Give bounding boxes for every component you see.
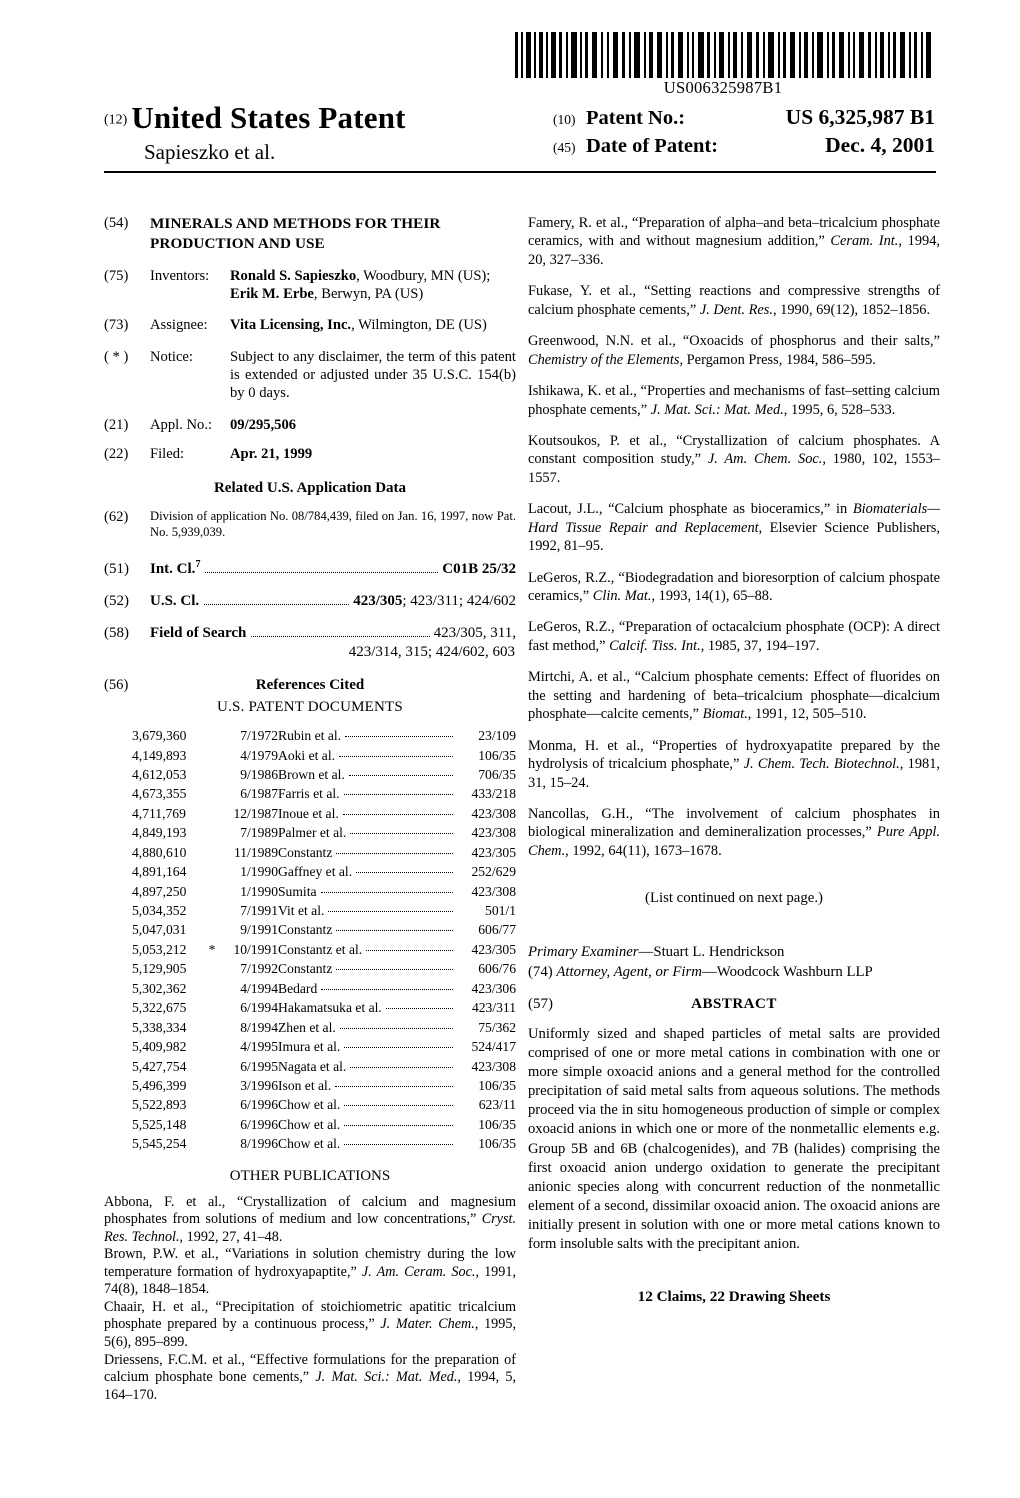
- citation-asterisk: [206, 726, 218, 745]
- notice-label: Notice:: [150, 348, 193, 365]
- citation-date: 8/1996: [240, 1136, 278, 1152]
- publication-reference: Ishikawa, K. et al., “Properties and mechanisms of fast–setting calcium phosphate cements,” J. Mat. Sci.: Mat. Med., 1995, 6, 528–533.: [528, 383, 940, 418]
- citation-assignee-name: Chow et al.: [278, 1134, 458, 1153]
- citation-classification: 75/362: [478, 1019, 516, 1035]
- dot-leader: [340, 1028, 453, 1029]
- table-row: [132, 823, 516, 842]
- citation-assignee-name: Gaffney et al.: [278, 862, 458, 881]
- citation-assignee-name: Constantz: [278, 959, 458, 978]
- abstract-text: Uniformly sized and shaped particles of metal salts are provided comprised of one or more metal cations in combination with one or more simple oxoacid anions and a general method for the controlled precipitation of said metal salts from aqueous solutions. The methods proceed via the in situ homogeneous production of simple or complex oxoacid anions in which one or more of the nonmetallic elements e.g. Group 5B and 6B (chalcogenides), and 7B (halides) comprising the first oxoacid anion undergo oxidation to generate the precipitant anionic species along with concurrent reduction of the nonmetallic element of a second, dissimilar oxoacid anion. The oxoacid anions are initially present in solution with one or more metal cations known to form insoluble salts with the precipitant anion.: [528, 1026, 940, 1252]
- citation-assignee-name: Chow et al.: [278, 1095, 458, 1114]
- date-of-patent-row: [553, 133, 935, 158]
- field-filed: [104, 445, 516, 463]
- citation-patent-number: 5,129,905: [132, 961, 187, 977]
- citation-patent-number: 5,338,334: [132, 1019, 187, 1035]
- references-cited-heading: References Cited: [255, 677, 365, 694]
- field-of-search-value-2: 423/314, 315; 424/602, 603: [348, 644, 515, 661]
- citation-date: 7/1972: [240, 728, 278, 744]
- citation-asterisk: [206, 1134, 218, 1153]
- citation-patent-number: 4,880,610: [132, 844, 187, 860]
- citation-date: 7/1991: [240, 903, 278, 919]
- citation-classification: 423/305: [471, 844, 516, 860]
- citation-patent-number: 3,679,360: [132, 728, 187, 744]
- dot-leader: [251, 636, 429, 637]
- citation-patent-number: 4,849,193: [132, 825, 187, 841]
- table-row: [132, 726, 516, 745]
- citation-date: 11/1989: [233, 844, 278, 860]
- barcode-block: [513, 32, 933, 97]
- citation-date: 3/1996: [240, 1077, 278, 1093]
- citation-asterisk: [206, 901, 218, 920]
- inventor-surname-line: Sapieszko et al.: [144, 140, 276, 164]
- citation-classification: 623/11: [478, 1097, 516, 1113]
- table-row: [132, 1037, 516, 1056]
- citation-assignee-name: Aoki et al.: [278, 746, 458, 765]
- citation-date: 8/1994: [240, 1019, 278, 1035]
- citation-assignee-name: Ison et al.: [278, 1076, 458, 1095]
- citation-patent-number: 5,302,362: [132, 980, 187, 996]
- code-54: (54): [104, 215, 129, 231]
- primary-examiner-value: —Stuart L. Hendrickson: [638, 944, 785, 961]
- table-row: [132, 1076, 516, 1095]
- code-21: (21): [104, 416, 129, 433]
- citation-classification: 106/35: [478, 1116, 516, 1132]
- dot-leader: [343, 814, 453, 815]
- publication-reference: Nancollas, G.H., “The involvement of calcium phosphates in biological mineralization and demineralization processes,” Pure Appl. Chem., 1992, 64(11), 1673–1678.: [528, 805, 940, 859]
- publication-reference: Famery, R. et al., “Preparation of alpha–and beta–tricalcium phosphate ceramics, with and without magnesium addition,” Ceram. Int., 1994, 20, 327–336.: [528, 215, 941, 268]
- citation-classification: 23/109: [478, 728, 516, 744]
- citation-date: 4/1995: [240, 1039, 278, 1055]
- citation-classification: 706/35: [478, 766, 516, 782]
- dot-leader: [335, 1086, 453, 1087]
- claims-drawings-line: 12 Claims, 22 Drawing Sheets: [637, 1287, 831, 1305]
- citation-asterisk: [206, 746, 218, 765]
- citation-patent-number: 4,612,053: [132, 766, 187, 782]
- citation-asterisk: [206, 765, 218, 784]
- date-of-patent-value: Dec. 4, 2001: [825, 133, 935, 157]
- citation-patent-number: 5,525,148: [132, 1116, 187, 1132]
- other-publications-right-list: [528, 214, 940, 860]
- us-cl-primary: 423/305: [353, 593, 403, 610]
- citation-classification: 106/35: [478, 1136, 516, 1152]
- dot-leader: [356, 872, 453, 873]
- citation-assignee-name: Brown et al.: [278, 765, 458, 784]
- us-cl-label: U.S. Cl.: [150, 593, 200, 610]
- citation-assignee-name: Rubin et al.: [278, 726, 458, 745]
- citation-assignee-name: Vit et al.: [278, 901, 458, 920]
- appl-no-value: 09/295,506: [230, 416, 297, 433]
- field-of-search-label: Field of Search: [150, 625, 247, 642]
- assignee-value: [230, 316, 516, 334]
- us-cl-value: [353, 593, 516, 610]
- code-45: (45): [553, 140, 576, 155]
- citation-date: 6/1995: [240, 1058, 278, 1074]
- citation-asterisk: [206, 1076, 218, 1095]
- publication-reference: Lacout, J.L., “Calcium phosphate as bioceramics,” in Biomaterials—Hard Tissue Repair and Replacement, Elsevier Science Publishers, 1992, 81–95.: [528, 501, 940, 555]
- citation-patent-number: 4,891,164: [132, 864, 187, 880]
- primary-examiner-label: Primary Examiner: [528, 944, 639, 961]
- citation-date: 6/1987: [240, 786, 278, 802]
- us-cl-secondary: ; 423/311; 424/602: [402, 593, 516, 610]
- field-of-search-value-1: 423/305, 311,: [433, 625, 516, 642]
- code-51: (51): [104, 561, 129, 578]
- appl-no-label: Appl. No.:: [150, 416, 213, 433]
- inventors-label: Inventors:: [150, 267, 210, 284]
- dot-leader: [344, 1047, 453, 1048]
- table-row: [132, 843, 516, 862]
- publication-reference: Fukase, Y. et al., “Setting reactions and compressive strengths of calcium phosphate cements,” J. Dent. Res., 1990, 69(12), 1852–1856.: [528, 283, 940, 318]
- citation-classification: 423/306: [471, 980, 516, 996]
- citation-classification: 606/76: [478, 961, 516, 977]
- citation-date: 6/1996: [240, 1097, 278, 1113]
- citation-asterisk: [206, 998, 218, 1017]
- other-publications-heading: OTHER PUBLICATIONS: [229, 1167, 391, 1184]
- code-asterisk: ( * ): [104, 348, 129, 365]
- inventor-2-location: , Berwyn, PA (US): [313, 285, 424, 302]
- kind-code-12: (12): [104, 112, 128, 128]
- field-inventors: [104, 267, 516, 304]
- citation-assignee-name: Constantz: [278, 920, 458, 939]
- dot-leader: [366, 950, 453, 951]
- table-row: [132, 1018, 516, 1037]
- abstract-heading-row: [528, 996, 940, 1013]
- publication-reference: LeGeros, R.Z., “Biodegradation and bioresorption of calcium phospate ceramics,” Clin. Mat., 1993, 14(1), 65–88.: [528, 569, 940, 604]
- publication-reference: LeGeros, R.Z., “Preparation of octacalcium phosphate (OCP): A direct fast method,” Calcif. Tiss. Int., 1985, 37, 194–197.: [528, 619, 940, 654]
- dot-leader: [349, 775, 453, 776]
- table-row: [132, 1057, 516, 1076]
- citation-patent-number: 4,673,355: [132, 786, 187, 802]
- dot-leader: [205, 572, 438, 573]
- filed-label: Filed:: [150, 446, 185, 463]
- citation-date: 9/1986: [240, 766, 278, 782]
- inventors-value: [230, 267, 516, 304]
- table-row: [132, 804, 516, 823]
- field-references-cited: [104, 676, 516, 695]
- us-patent-documents-heading: U.S. PATENT DOCUMENTS: [217, 699, 403, 716]
- dot-leader: [350, 1067, 453, 1068]
- citation-patent-number: 5,496,399: [132, 1077, 187, 1093]
- citation-asterisk: [206, 1018, 218, 1037]
- citation-asterisk: [206, 1095, 218, 1114]
- table-row: [132, 882, 516, 901]
- code-74: (74): [528, 963, 553, 980]
- publication-reference: Abbona, F. et al., “Crystallization of calcium and magnesium phosphates from solutions of medium and low concentrations,” Cryst. Res. Technol., 1992, 27, 41–48.: [104, 1193, 516, 1245]
- table-row: [132, 1134, 516, 1153]
- other-publications-left-list: [104, 1194, 516, 1404]
- citation-assignee-name: Farris et al.: [278, 784, 458, 803]
- citation-asterisk: [206, 979, 218, 998]
- field-int-cl: [104, 559, 516, 578]
- int-cl-label: [150, 559, 200, 578]
- dot-leader: [321, 989, 453, 990]
- citation-classification: 106/35: [478, 1077, 516, 1093]
- table-row: [132, 979, 516, 998]
- citation-assignee-name: Inoue et al.: [278, 804, 458, 823]
- citation-patent-number: 4,149,893: [132, 747, 187, 763]
- barcode-number: US006325987B1: [663, 78, 783, 97]
- citation-asterisk: *: [208, 941, 216, 957]
- citation-classification: 423/308: [471, 883, 516, 899]
- int-cl-edition: 7: [195, 559, 201, 571]
- code-57: (57): [528, 996, 553, 1013]
- citation-asterisk: [206, 804, 218, 823]
- citation-classification: 423/308: [471, 805, 516, 821]
- publication-reference: Mirtchi, A. et al., “Calcium phosphate cements: Effect of fluorides on the setting and hardening of beta–tricalcium phosphate—dicalcium phosphate—calcite cements,” Biomat., 1991, 12, 505–510.: [528, 669, 940, 723]
- code-10: (10): [553, 112, 576, 127]
- table-row: [132, 784, 516, 803]
- examiner-block: [528, 943, 940, 982]
- table-row: [132, 1115, 516, 1134]
- dot-leader: [336, 969, 453, 970]
- left-column: [104, 214, 516, 1404]
- citation-assignee-name: Palmer et al.: [278, 823, 458, 842]
- dot-leader: [339, 756, 453, 757]
- citation-patent-number: 5,427,754: [132, 1058, 187, 1074]
- patent-no-value: US 6,325,987 B1: [785, 105, 935, 129]
- citation-assignee-name: Constantz et al.: [278, 940, 458, 959]
- citation-date: 4/1994: [240, 980, 278, 996]
- patent-number-row: [553, 105, 935, 130]
- field-title: [104, 214, 516, 254]
- division-text: Division of application No. 08/784,439, filed on Jan. 16, 1997, now Pat. No. 5,939,039.: [150, 508, 516, 539]
- dot-leader: [350, 833, 453, 834]
- citation-classification: 423/308: [471, 825, 516, 841]
- citation-asterisk: [206, 920, 218, 939]
- citation-asterisk: [206, 1037, 218, 1056]
- code-62: (62): [104, 508, 129, 525]
- citation-assignee-name: Imura et al.: [278, 1037, 458, 1056]
- citation-assignee-name: Bedard: [278, 979, 458, 998]
- publication-reference: Monma, H. et al., “Properties of hydroxyapatite prepared by the hydrolysis of tricalcium phosphate,” J. Chem. Tech. Biotechnol., 1981, 31, 15–24.: [528, 737, 941, 791]
- dot-leader: [328, 911, 453, 912]
- citation-date: 1/1990: [240, 883, 278, 899]
- dot-leader: [345, 736, 453, 737]
- citation-classification: 423/305: [471, 941, 516, 957]
- field-notice: [104, 348, 516, 403]
- publication-reference: Koutsoukos, P. et al., “Crystallization of calcium phosphates. A constant composition study,” J. Am. Chem. Soc., 1980, 102, 1553–1557.: [528, 432, 940, 486]
- dot-leader: [204, 604, 349, 605]
- citation-classification: 423/308: [471, 1058, 516, 1074]
- citation-date: 4/1979: [240, 747, 278, 763]
- publication-reference: Greenwood, N.N. et al., “Oxoacids of phosphorus and their salts,” Chemistry of the Elements, Pergamon Press, 1984, 586–595.: [528, 333, 940, 368]
- int-cl-value: C01B 25/32: [442, 561, 516, 578]
- list-continued-note: (List continued on next page.): [645, 890, 823, 907]
- citation-date: 1/1990: [240, 864, 278, 880]
- field-field-of-search: [104, 625, 516, 642]
- assignee-label: Assignee:: [150, 317, 208, 334]
- citation-classification: 606/77: [478, 922, 516, 938]
- citation-assignee-name: Nagata et al.: [278, 1057, 458, 1076]
- citation-classification: 423/311: [471, 1000, 516, 1016]
- table-row: [132, 746, 516, 765]
- code-75: (75): [104, 267, 129, 284]
- citation-patent-number: 5,409,982: [132, 1039, 187, 1055]
- dot-leader: [321, 892, 453, 893]
- citation-date: 6/1996: [240, 1116, 278, 1132]
- filed-value: Apr. 21, 1999: [230, 446, 313, 463]
- citation-asterisk: [206, 784, 218, 803]
- citation-patent-number: 5,053,212: [132, 941, 187, 957]
- table-row: [132, 1095, 516, 1114]
- dot-leader: [386, 1008, 453, 1009]
- table-row: [132, 920, 516, 939]
- int-cl-label-text: Int. Cl.: [150, 561, 196, 578]
- inventor-1-name: Ronald S. Sapieszko: [230, 267, 357, 284]
- citation-asterisk: [206, 843, 218, 862]
- table-row: [132, 765, 516, 784]
- patent-no-label: Patent No.:: [586, 107, 686, 129]
- citation-classification: 524/417: [471, 1039, 516, 1055]
- table-row: [132, 998, 516, 1017]
- inventor-2-name: Erik M. Erbe: [230, 285, 314, 302]
- citation-classification: 252/629: [471, 864, 516, 880]
- code-52: (52): [104, 593, 129, 610]
- citation-classification: 501/1: [485, 903, 516, 919]
- citation-patent-number: 4,897,250: [132, 883, 187, 899]
- citation-patent-number: 4,711,769: [132, 805, 186, 821]
- attorney-line: [528, 963, 940, 983]
- right-column: [528, 214, 940, 1306]
- citation-asterisk: [206, 862, 218, 881]
- table-row: [132, 901, 516, 920]
- citation-asterisk: [206, 1115, 218, 1134]
- document-type-title: United States Patent: [131, 100, 406, 135]
- citation-patent-number: 5,322,675: [132, 1000, 187, 1016]
- primary-examiner-line: [528, 943, 940, 963]
- publication-reference: Chaair, H. et al., “Precipitation of stoichiometric apatitic tricalcium phosphate prepared by a continuous process,” J. Mater. Chem., 1995, 5(6), 895–899.: [104, 1298, 516, 1350]
- dot-leader: [344, 794, 453, 795]
- citation-patent-number: 5,522,893: [132, 1097, 187, 1113]
- header-divider-rule: [104, 171, 936, 173]
- citation-patent-number: 5,047,031: [132, 922, 187, 938]
- assignee-name: Vita Licensing, Inc.: [230, 317, 352, 334]
- code-22: (22): [104, 446, 129, 463]
- citation-assignee-name: Chow et al.: [278, 1115, 458, 1134]
- publication-reference: Brown, P.W. et al., “Variations in solution chemistry during the low temperature formation of hydroxyapaptite,” J. Am. Ceram. Soc., 1991, 74(8), 1848–1854.: [104, 1246, 517, 1298]
- dot-leader: [336, 853, 453, 854]
- dot-leader: [344, 1125, 453, 1126]
- citation-asterisk: [206, 823, 218, 842]
- related-application-data-heading: Related U.S. Application Data: [213, 479, 407, 496]
- citation-asterisk: [206, 959, 218, 978]
- dot-leader: [344, 1144, 453, 1145]
- code-58: (58): [104, 625, 129, 642]
- us-patent-documents-table: [132, 726, 516, 1154]
- code-56: (56): [104, 677, 129, 694]
- barcode-image: [513, 32, 933, 78]
- inventor-1-location: , Woodbury, MN (US);: [356, 267, 491, 284]
- citation-asterisk: [206, 1057, 218, 1076]
- citation-assignee-name: Sumita: [278, 882, 458, 901]
- dot-leader: [336, 930, 453, 931]
- table-row: [132, 959, 516, 978]
- citation-date: 6/1994: [240, 1000, 278, 1016]
- citation-patent-number: 5,545,254: [132, 1136, 187, 1152]
- publication-reference: Driessens, F.C.M. et al., “Effective formulations for the preparation of calcium phosphate bone cements,” J. Mat. Sci.: Mat. Med., 1994, 5, 164–170.: [104, 1351, 517, 1403]
- patent-number-block: [553, 105, 935, 161]
- field-division: [104, 508, 516, 541]
- abstract-heading: ABSTRACT: [691, 996, 777, 1013]
- field-appl-no: [104, 416, 516, 434]
- code-73: (73): [104, 317, 129, 334]
- citation-assignee-name: Zhen et al.: [278, 1018, 458, 1037]
- table-row: [132, 940, 516, 959]
- citation-classification: 106/35: [478, 747, 516, 763]
- field-assignee: [104, 316, 516, 334]
- table-row: [132, 862, 516, 881]
- patent-title-block: [104, 100, 524, 165]
- citation-date: 7/1989: [240, 825, 278, 841]
- attorney-value: —Woodcock Washburn LLP: [702, 963, 873, 980]
- citation-date: 7/1992: [240, 961, 278, 977]
- citation-assignee-name: Hakamatsuka et al.: [278, 998, 458, 1017]
- assignee-location: , Wilmington, DE (US): [351, 317, 487, 334]
- citation-date: 12/1987: [233, 805, 278, 821]
- notice-text: Subject to any disclaimer, the term of this patent is extended or adjusted under 35 U.S.C. 154(b) by 0 days.: [230, 348, 516, 402]
- citation-date: 10/1991: [233, 941, 278, 957]
- citation-assignee-name: Constantz: [278, 843, 458, 862]
- invention-title: MINERALS AND METHODS FOR THEIR PRODUCTION AND USE: [150, 215, 441, 252]
- attorney-label: Attorney, Agent, or Firm: [556, 963, 702, 980]
- dot-leader: [344, 1105, 453, 1106]
- citation-date: 9/1991: [240, 922, 278, 938]
- citation-asterisk: [206, 882, 218, 901]
- citation-patent-number: 5,034,352: [132, 903, 187, 919]
- field-us-cl: [104, 593, 516, 610]
- date-of-patent-label: Date of Patent:: [586, 135, 719, 157]
- citation-classification: 433/218: [471, 786, 516, 802]
